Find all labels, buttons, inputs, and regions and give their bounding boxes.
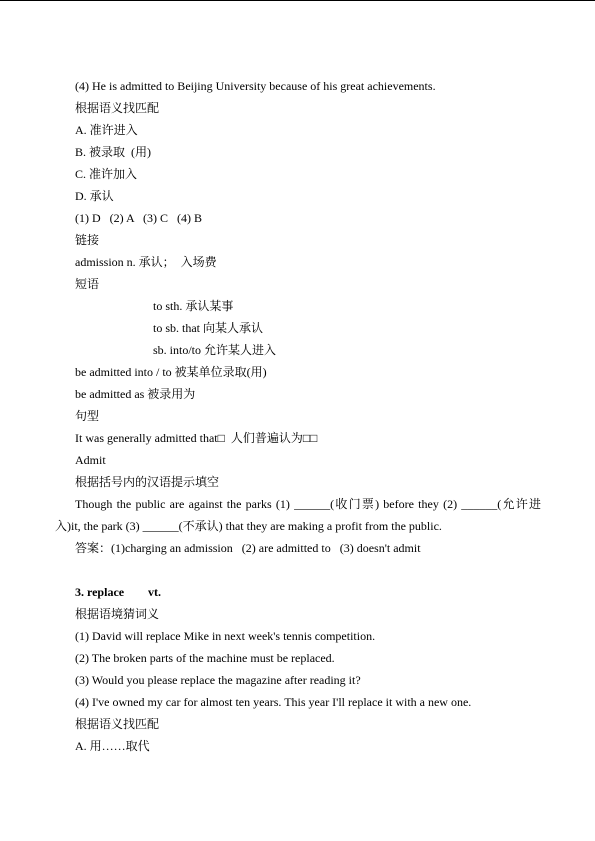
option-a: A. 准许进入 — [75, 123, 138, 137]
fill-in-exercise-line-2: 入)it, the park (3) ______(不承认) that they are making a profit from the public. — [55, 519, 442, 533]
guess-heading: 根据语境猜词义 — [75, 607, 160, 621]
example-sentence: (4) I've owned my car for almost ten years. This year I'll replace it with a new one. — [75, 695, 472, 709]
option-d: D. 承认 — [75, 189, 114, 203]
part-of-speech: vt. — [148, 585, 161, 599]
answer-key: (1) D (2) A (3) C (4) B — [75, 211, 202, 225]
option-a: A. 用……取代 — [75, 739, 150, 753]
phrase-item: sb. into/to 允许某人进入 — [153, 343, 277, 357]
phrase-item: be admitted into / to 被某单位录取(用) — [75, 365, 267, 379]
sentence-pattern: It was generally admitted that□ 人们普遍认为□□ — [75, 431, 318, 445]
top-rule — [0, 0, 595, 1]
phrase-item: to sth. 承认某事 — [153, 299, 234, 313]
word-label: Admit — [75, 453, 106, 467]
fill-in-heading: 根据括号内的汉语提示填空 — [75, 475, 220, 489]
phrase-item: be admitted as 被录用为 — [75, 387, 196, 401]
related-word: admission n. 承认； 入场费 — [75, 255, 217, 269]
phrases-heading: 短语 — [75, 277, 100, 291]
option-c: C. 准许加入 — [75, 167, 138, 181]
word-entry: 3. replace — [75, 585, 125, 599]
link-heading: 链接 — [75, 233, 100, 247]
word-title — [0, 581, 595, 603]
match-heading: 根据语义找匹配 — [75, 717, 160, 731]
match-heading: 根据语义找匹配 — [75, 101, 160, 115]
fill-in-answer: 答案：(1)charging an admission (2) are admitted to (3) doesn't admit — [75, 541, 421, 555]
example-sentence: (1) David will replace Mike in next week's tennis competition. — [75, 629, 376, 643]
fill-in-exercise-line-1: Though the public are against the parks (1) ______(收门票) before they (2) ______(允许进 — [75, 497, 541, 511]
example-sentence: (4) He is admitted to Beijing University because of his great achievements. — [75, 79, 436, 93]
example-sentence: (2) The broken parts of the machine must be replaced. — [75, 651, 335, 665]
document-content — [0, 75, 595, 757]
option-b: B. 被录取 (用) — [75, 145, 151, 159]
sentence-pattern-heading: 句型 — [75, 409, 100, 423]
example-sentence: (3) Would you please replace the magazine after reading it? — [75, 673, 361, 687]
phrase-item: to sb. that 向某人承认 — [153, 321, 263, 335]
